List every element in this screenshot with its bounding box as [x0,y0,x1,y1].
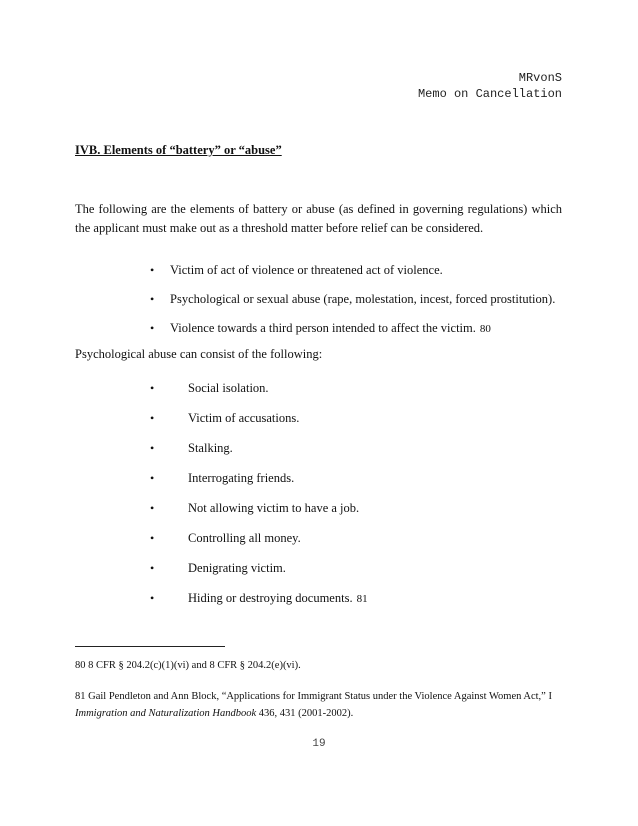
bullet-icon: • [150,561,155,575]
psych-item: • Controlling all money. [150,531,301,545]
bullet-icon: • [150,292,155,306]
footnote-81: 81 Gail Pendleton and Ann Block, “Applications for Immigrant Status under the Violence Against Women Act,” I Immigration and Naturalization Handbook 436, 431 (2001-2002). [75,691,552,719]
psych-item: • Stalking. [150,441,233,455]
bullet-icon: • [150,591,155,605]
header-author: MRvonS [518,71,562,85]
bullet-icon: • [150,471,155,485]
bullet-icon: • [150,501,155,515]
bullet-icon: • [150,381,155,395]
psych-item: • Not allowing victim to have a job. [150,501,360,515]
footnote-ref-81[interactable]: 81 [356,593,368,605]
footnote-ref-80[interactable]: 80 [479,323,491,335]
element-item: • Psychological or sexual abuse (rape, molestation, incest, forced prostitution). [150,292,556,306]
bullet-icon: • [150,263,155,277]
psych-item: • Victim of accusations. [150,411,300,425]
footnote-80: 80 8 CFR § 204.2(c)(1)(vi) and 8 CFR § 204.2(e)(vi). [75,660,301,671]
section-title: IVB. Elements of “battery” or “abuse” [75,143,282,157]
element-item: • Victim of act of violence or threatened act of violence. [150,263,443,277]
page-number: 19 [312,738,326,750]
bullet-icon: • [150,411,155,425]
psych-item: • Hiding or destroying documents. 81 [150,591,368,605]
psych-abuse-intro: Psychological abuse can consist of the following: [75,347,323,361]
bullet-icon: • [150,531,155,545]
running-header [418,70,562,102]
intro-paragraph: The following are the elements of battery or abuse (as defined in governing regulations) which the applicant must make out as a threshold matter before relief can be considered. [75,202,562,235]
footnote-divider [75,646,225,647]
bullet-icon: • [150,441,155,455]
bullet-icon: • [150,321,155,335]
element-item: • Violence towards a third person intended to affect the victim. 80 [150,321,491,335]
psych-item: • Denigrating victim. [150,561,286,575]
psych-item: • Social isolation. [150,381,269,395]
psych-item: • Interrogating friends. [150,471,295,485]
header-doc-title: Memo on Cancellation [417,87,562,101]
